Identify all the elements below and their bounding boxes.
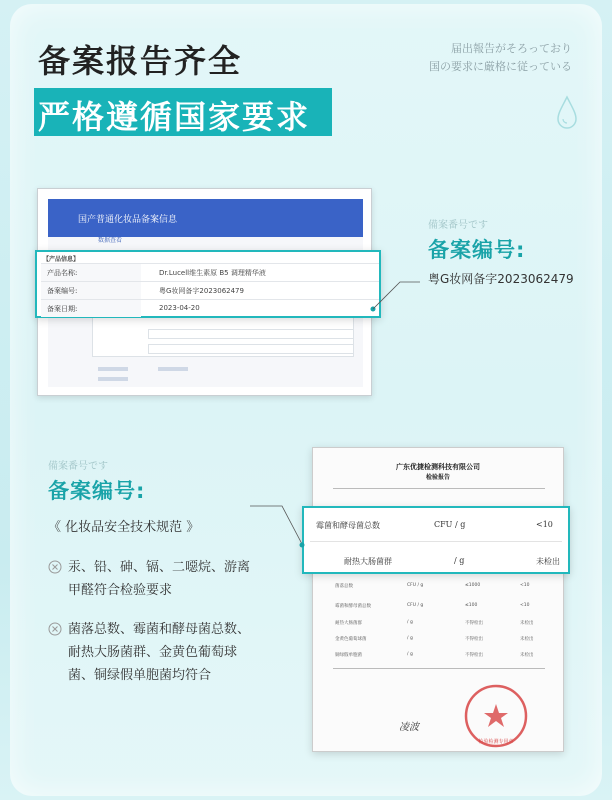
bullet-text: 汞、铅、砷、镉、二噁烷、游离甲醛符合检验要求 bbox=[68, 560, 251, 598]
inspection-report: 广东优捷检测科技有限公司 检验报告 菌落总数 CFU / g ≤1000 <10 霉菌和酵母菌总数 CFU / g ≤100 <10 耐热大肠菌群 / g 不得检出 未检出 金黄色葡萄球菌 / g 不得检出 未检出 铜绿假单胞菌 / g 不得检出 未检出 凌波 检验检测专用章 bbox=[312, 447, 564, 752]
highlight-result: 未检出 bbox=[536, 557, 560, 566]
product-info-title: 【产品信息】 bbox=[43, 256, 80, 263]
callout-top-title: 备案编号: bbox=[428, 238, 526, 262]
callout-bottom-title: 备案编号: bbox=[48, 479, 146, 503]
screenshot-field bbox=[148, 344, 354, 354]
highlight-unit: CFU / g bbox=[434, 520, 466, 529]
water-drop-icon bbox=[556, 95, 578, 131]
report-signature: 凌波 bbox=[399, 722, 419, 733]
info-value: Dr.Lucell维生素原 B5 调理精华液 bbox=[159, 269, 266, 277]
screenshot-field bbox=[148, 329, 354, 339]
screenshot-link bbox=[98, 377, 128, 381]
callout-connector-bottom bbox=[250, 500, 306, 550]
info-label: 产品名称: bbox=[47, 269, 78, 277]
report-company: 广东优捷检测科技有限公司 bbox=[396, 463, 480, 471]
info-row-date bbox=[41, 299, 379, 317]
callout-bottom-jp: 備案番号です bbox=[48, 461, 108, 472]
cross-circle-icon bbox=[48, 622, 62, 636]
highlight-result: <10 bbox=[536, 520, 553, 529]
info-label: 备案日期: bbox=[47, 305, 78, 313]
report-result-highlight bbox=[302, 506, 570, 574]
bullet-microbes bbox=[48, 618, 258, 687]
info-value: 2023-04-20 bbox=[159, 304, 200, 312]
japanese-subtitle-2: 国の要求に厳格に従っている bbox=[429, 60, 572, 73]
callout-top-jp: 備案番号です bbox=[428, 220, 488, 231]
registration-tab: 数据查看 bbox=[98, 237, 123, 244]
standard-name: 《 化妆品安全技术规范 》 bbox=[48, 520, 200, 535]
headline-line2: 严格遵循国家要求 bbox=[38, 98, 311, 136]
highlight-unit: / g bbox=[454, 556, 465, 565]
registration-banner: 国产普通化妆品备案信息 bbox=[48, 199, 363, 237]
screenshot-link bbox=[158, 367, 188, 371]
callout-top-number: 粤G妆网备字2023062479 bbox=[428, 272, 574, 286]
highlight-item: 霉菌和酵母菌总数 bbox=[316, 521, 380, 530]
highlight-item: 耐热大肠菌群 bbox=[344, 557, 392, 566]
info-row-number bbox=[41, 281, 379, 299]
report-title: 检验报告 bbox=[425, 474, 450, 481]
bullet-heavy-metals bbox=[48, 556, 258, 602]
screenshot-link bbox=[98, 367, 128, 371]
bullet-text: 菌落总数、霉菌和酵母菌总数、耐热大肠菌群、金黄色葡萄球菌、铜绿假单胞菌均符合 bbox=[68, 622, 251, 683]
info-label: 备案编号: bbox=[47, 287, 78, 295]
product-info-highlight bbox=[35, 250, 381, 318]
japanese-subtitle-1: 届出報告がそろっており bbox=[451, 42, 572, 55]
seal-text: 检验检测专用章 bbox=[478, 739, 514, 745]
headline-line1: 备案报告齐全 bbox=[38, 42, 243, 80]
info-value: 粤G妆网备字2023062479 bbox=[159, 287, 244, 295]
cross-circle-icon bbox=[48, 560, 62, 574]
info-row-name bbox=[41, 263, 379, 281]
callout-connector-top bbox=[370, 262, 420, 312]
